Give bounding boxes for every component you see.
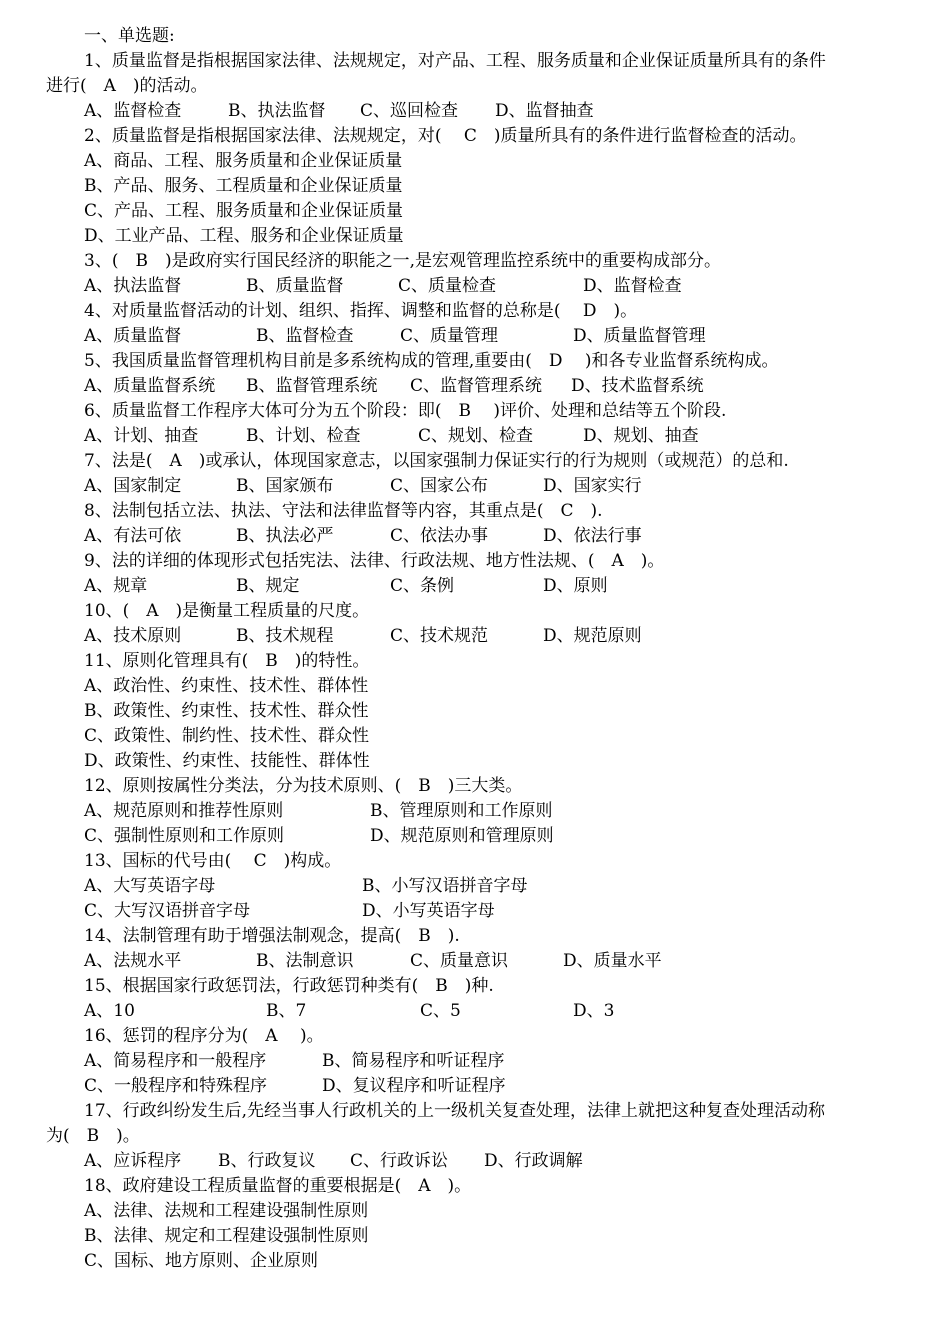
- option: A、法律、法规和工程建设强制性原则: [84, 1201, 369, 1221]
- option: B、质量监督: [246, 276, 344, 296]
- option: C、大写汉语拼音字母: [84, 901, 251, 921]
- question-stem-continued: 进行( A )的活动。: [46, 76, 208, 96]
- option: B、国家颁布: [236, 476, 334, 496]
- option: C、技术规范: [390, 626, 489, 646]
- option: B、产品、服务、工程质量和企业保证质量: [84, 176, 403, 196]
- option: D、规划、抽查: [583, 426, 699, 446]
- option: B、简易程序和听证程序: [322, 1051, 505, 1071]
- options-row: [0, 799, 950, 824]
- options-row: [0, 99, 950, 124]
- option: C、一般程序和特殊程序: [84, 1076, 268, 1096]
- options-row: [0, 1149, 950, 1174]
- option: A、执法监督: [84, 276, 182, 296]
- question-stem: 10、( A )是衡量工程质量的尺度。: [84, 601, 370, 621]
- option: D、国家实行: [543, 476, 642, 496]
- question-stem: 1、质量监督是指根据国家法律、法规规定，对产品、工程、服务质量和企业保证质量所具有的条件: [84, 51, 826, 71]
- option: A、简易程序和一般程序: [84, 1051, 267, 1071]
- option: B、执法监督: [228, 101, 326, 121]
- options-row: [0, 874, 950, 899]
- option: A、规范原则和推荐性原则: [84, 801, 284, 821]
- option: C、质量意识: [410, 951, 509, 971]
- options-row: [0, 274, 950, 299]
- option: B、7: [266, 1001, 307, 1021]
- question-stem-continued: 为( B )。: [46, 1126, 140, 1146]
- question-stem: 15、根据国家行政惩罚法，行政惩罚种类有( B )种.: [84, 976, 494, 996]
- options-row: [0, 474, 950, 499]
- question-stem: 6、质量监督工作程序大体可分为五个阶段：即( B )评价、处理和总结等五个阶段.: [84, 401, 727, 421]
- option: D、小写英语字母: [362, 901, 495, 921]
- option: B、政策性、约束性、技术性、群众性: [84, 701, 369, 721]
- options-row: [0, 624, 950, 649]
- options-row: [0, 949, 950, 974]
- option: D、规范原则和管理原则: [370, 826, 554, 846]
- question-stem: 12、原则按属性分类法，分为技术原则、( B )三大类。: [84, 776, 523, 796]
- option: B、计划、检查: [246, 426, 361, 446]
- option: C、行政诉讼: [350, 1151, 449, 1171]
- options-row: [0, 574, 950, 599]
- option: A、规章: [84, 576, 148, 596]
- question-stem: 5、我国质量监督管理机构目前是多系统构成的管理,重要由( D )和各专业监督系统构成。: [84, 351, 779, 371]
- question-stem: 3、( B )是政府实行国民经济的职能之一,是宏观管理监控系统中的重要构成部分。: [84, 251, 721, 271]
- options-row: [0, 824, 950, 849]
- option: B、行政复议: [218, 1151, 316, 1171]
- question-stem: 18、政府建设工程质量监督的重要根据是( A )。: [84, 1176, 472, 1196]
- option: D、复议程序和听证程序: [322, 1076, 506, 1096]
- option: A、技术原则: [84, 626, 182, 646]
- option: B、管理原则和工作原则: [370, 801, 553, 821]
- option: C、质量管理: [400, 326, 499, 346]
- options-row: [0, 1049, 950, 1074]
- option: D、技术监督系统: [571, 376, 704, 396]
- option: C、政策性、制约性、技术性、群众性: [84, 726, 370, 746]
- question-stem: 11、原则化管理具有( B )的特性。: [84, 651, 370, 671]
- option: B、法制意识: [256, 951, 354, 971]
- options-row: [0, 524, 950, 549]
- option: C、巡回检查: [360, 101, 459, 121]
- option: A、监督检查: [84, 101, 182, 121]
- option: A、法规水平: [84, 951, 182, 971]
- option: D、政策性、约束性、技能性、群体性: [84, 751, 370, 771]
- question-stem: 2、质量监督是指根据国家法律、法规规定，对( C )质量所具有的条件进行监督检查的活动。: [84, 126, 807, 146]
- question-stem: 9、法的详细的体现形式包括宪法、法律、行政法规、地方性法规、( A )。: [84, 551, 665, 571]
- option: A、计划、抽查: [84, 426, 199, 446]
- option: B、小写汉语拼音字母: [362, 876, 528, 896]
- option: C、条例: [390, 576, 455, 596]
- option: C、5: [420, 1001, 461, 1021]
- option: D、规范原则: [543, 626, 642, 646]
- question-stem: 7、法是( A )或承认，体现国家意志，以国家强制力保证实行的行为规则（或规范）的总和.: [84, 451, 789, 471]
- options-row: [0, 374, 950, 399]
- option: C、国家公布: [390, 476, 489, 496]
- option: B、执法必严: [236, 526, 334, 546]
- option: A、商品、工程、服务质量和企业保证质量: [84, 151, 403, 171]
- option: B、技术规程: [236, 626, 334, 646]
- option: D、监督检查: [583, 276, 682, 296]
- option: D、质量监督管理: [573, 326, 706, 346]
- option: B、规定: [236, 576, 300, 596]
- option: D、工业产品、工程、服务和企业保证质量: [84, 226, 404, 246]
- option: A、质量监督: [84, 326, 182, 346]
- option: C、规划、检查: [418, 426, 534, 446]
- options-row: [0, 1074, 950, 1099]
- option: D、监督抽查: [495, 101, 594, 121]
- option: C、质量检查: [398, 276, 497, 296]
- options-row: [0, 999, 950, 1024]
- option: A、有法可依: [84, 526, 182, 546]
- question-stem: 14、法制管理有助于增强法制观念，提高( B ).: [84, 926, 460, 946]
- question-stem: 17、行政纠纷发生后,先经当事人行政机关的上一级机关复查处理，法律上就把这种复查处理活动称: [84, 1101, 826, 1121]
- option: A、大写英语字母: [84, 876, 216, 896]
- option: D、3: [573, 1001, 615, 1021]
- option: D、行政调解: [484, 1151, 583, 1171]
- options-row: [0, 424, 950, 449]
- question-stem: 8、法制包括立法、执法、守法和法律监督等内容，其重点是( C ).: [84, 501, 603, 521]
- section-title: 一、单选题:: [84, 26, 175, 46]
- option: A、质量监督系统: [84, 376, 216, 396]
- option: C、依法办事: [390, 526, 489, 546]
- option: A、10: [84, 1001, 135, 1021]
- option: B、监督管理系统: [246, 376, 378, 396]
- option: C、产品、工程、服务质量和企业保证质量: [84, 201, 404, 221]
- option: B、法律、规定和工程建设强制性原则: [84, 1226, 369, 1246]
- option: A、政治性、约束性、技术性、群体性: [84, 676, 369, 696]
- question-stem: 16、惩罚的程序分为( A )。: [84, 1026, 324, 1046]
- options-row: [0, 899, 950, 924]
- option: D、原则: [543, 576, 608, 596]
- option: C、强制性原则和工作原则: [84, 826, 285, 846]
- question-stem: 13、国标的代号由( C )构成。: [84, 851, 342, 871]
- option: A、国家制定: [84, 476, 182, 496]
- option: D、依法行事: [543, 526, 642, 546]
- option: A、应诉程序: [84, 1151, 182, 1171]
- option: C、监督管理系统: [410, 376, 543, 396]
- question-stem: 4、对质量监督活动的计划、组织、指挥、调整和监督的总称是( D )。: [84, 301, 638, 321]
- option: D、质量水平: [563, 951, 662, 971]
- options-row: [0, 324, 950, 349]
- option: C、国标、地方原则、企业原则: [84, 1251, 319, 1271]
- option: B、监督检查: [256, 326, 354, 346]
